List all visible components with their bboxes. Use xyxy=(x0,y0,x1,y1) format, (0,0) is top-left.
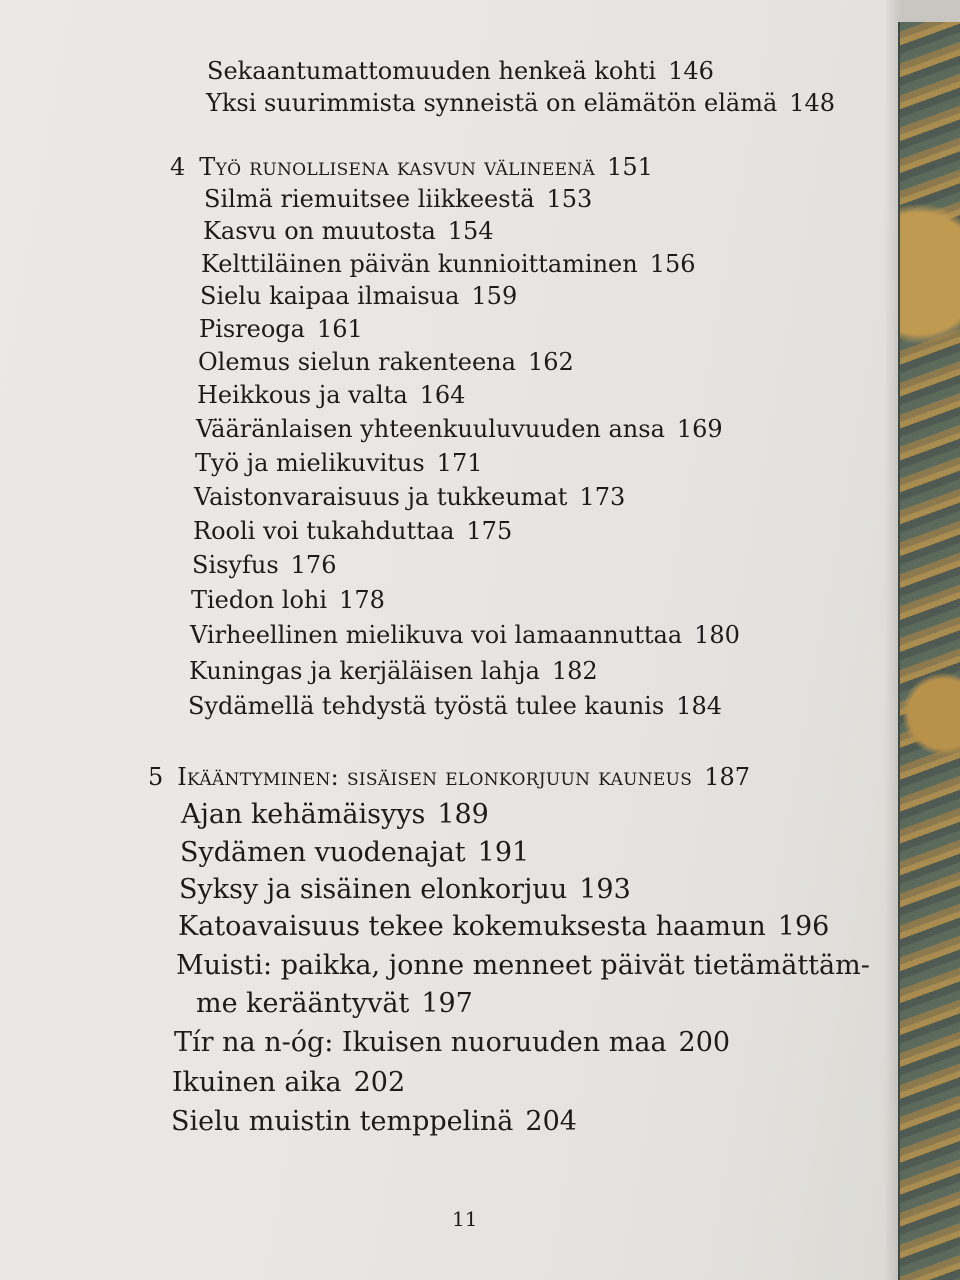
book-cover-edge xyxy=(898,22,960,1280)
toc-entry: Sielu kaipaa ilmaisua 159 xyxy=(200,282,518,310)
toc-entry: Kelttiläinen päivän kunnioittaminen 156 xyxy=(201,250,696,278)
toc-entry: Heikkous ja valta 164 xyxy=(197,381,466,409)
toc-entry: Katoavaisuus tekee kokemuksesta haamun 196 xyxy=(178,911,830,942)
toc-entry: Tiedon lohi 178 xyxy=(191,586,385,614)
toc-entry: Muisti: paikka, jonne menneet päivät tietämättäm- xyxy=(176,950,870,981)
toc-entry: Sielu muistin temppelinä 204 xyxy=(171,1106,577,1137)
toc-entry: Ajan kehämäisyys 189 xyxy=(181,799,489,830)
chapter-heading: 5 Ikääntyminen: sisäisen elonkorjuun kauneus 187 xyxy=(148,763,751,791)
toc-entry: Sydämen vuodenajat 191 xyxy=(180,837,530,868)
page-number: 11 xyxy=(452,1207,478,1231)
chapter-heading: 4 Työ runollisena kasvun välineenä 151 xyxy=(170,153,653,181)
toc-entry: Syksy ja sisäinen elonkorjuu 193 xyxy=(179,874,631,905)
toc-entry: Silmä riemuitsee liikkeestä 153 xyxy=(204,185,593,213)
toc-entry: Virheellinen mielikuva voi lamaannuttaa 180 xyxy=(190,621,740,649)
toc-entry: Tír na n-óg: Ikuisen nuoruuden maa 200 xyxy=(174,1027,731,1058)
toc-entry: Olemus sielun rakenteena 162 xyxy=(198,348,574,376)
toc-entry: Kasvu on muutosta 154 xyxy=(203,217,494,245)
toc-entry: Työ ja mielikuvitus 171 xyxy=(195,449,483,477)
toc-entry: Sekaantumattomuuden henkeä kohti 146 xyxy=(207,57,714,85)
toc-entry: Yksi suurimmista synneistä on elämätön elämä 148 xyxy=(206,89,836,117)
toc-entry: Vaistonvaraisuus ja tukkeumat 173 xyxy=(194,483,626,511)
toc-entry: Kuningas ja kerjäläisen lahja 182 xyxy=(189,657,598,685)
toc-entry: Rooli voi tukahduttaa 175 xyxy=(193,517,513,545)
toc-entry: Sydämellä tehdystä työstä tulee kaunis 184 xyxy=(188,692,722,720)
toc-entry-continuation: me kerääntyvät 197 xyxy=(196,988,473,1019)
toc-entry: Vääränlaisen yhteenkuuluvuuden ansa 169 xyxy=(196,415,723,443)
toc-entry: Ikuinen aika 202 xyxy=(172,1067,406,1098)
toc-entry: Pisreoga 161 xyxy=(199,315,363,343)
toc-entry: Sisyfus 176 xyxy=(192,551,337,579)
